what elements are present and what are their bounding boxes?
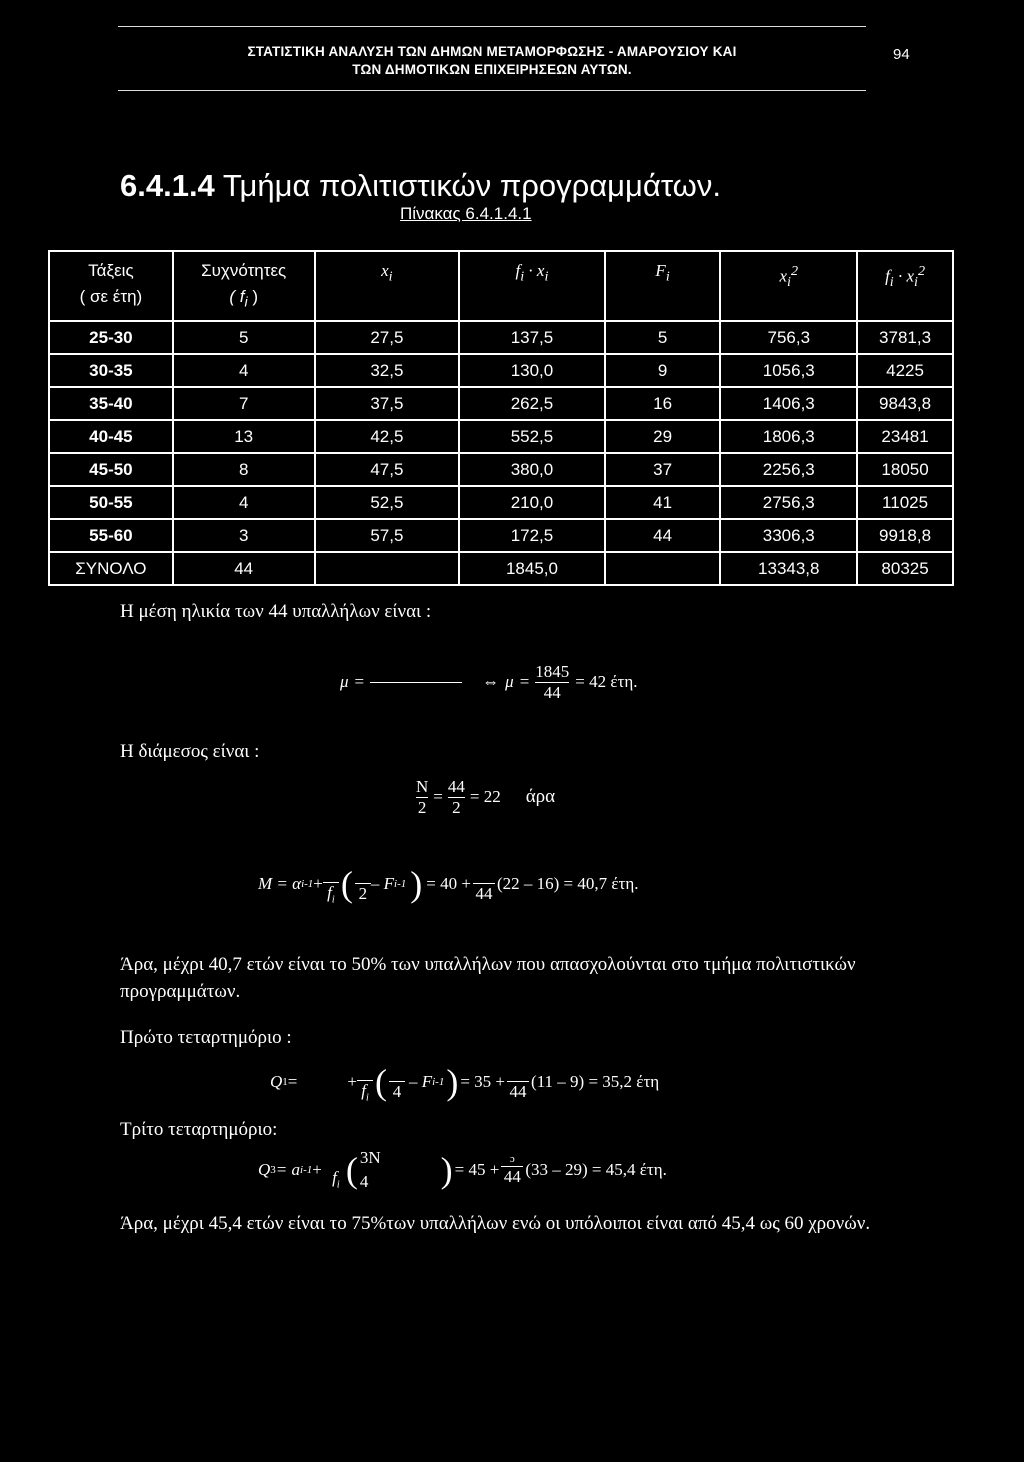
cell-total-frequency: 44 (173, 552, 315, 585)
cell-fi-xi: 262,5 (459, 387, 605, 420)
q3-conclusion: Άρα, μέχρι 45,4 ετών είναι το 75%των υπαλλήλων ενώ οι υπόλοιποι είναι από 45,4 ως 60 χρονών. (120, 1213, 871, 1234)
3n-over-4 (360, 1148, 381, 1191)
cell-total-xi-squared: 13343,8 (720, 552, 857, 585)
fi-denominator (332, 1168, 340, 1191)
header-fi-xi-squared: $f_i \cdot x_i^2$ (857, 251, 953, 321)
two-denominator: 2 (358, 884, 368, 904)
cell-fi-xi: 210,0 (459, 486, 605, 519)
cell-xi: 57,5 (315, 519, 460, 552)
n-over-2 (416, 777, 428, 817)
close-paren: ) (446, 1061, 459, 1102)
empty-fraction-bar (370, 682, 462, 683)
cell-xi-squared: 1806,3 (720, 420, 857, 453)
one-over-fi (328, 1148, 344, 1190)
i-subscript: i (331, 893, 335, 905)
cell-total-fi-xi: 1845,0 (459, 552, 605, 585)
f-letter: f (327, 882, 332, 902)
median-formula (258, 862, 638, 905)
cell-frequency: 3 (173, 519, 315, 552)
cell-class: 50-55 (49, 486, 173, 519)
header-rule-bottom (118, 90, 866, 91)
n-numerator: N (416, 777, 429, 796)
table-row (49, 354, 953, 387)
table-caption: Πίνακας 6.4.1.4.1 (400, 204, 532, 223)
empty-numerator (334, 1148, 338, 1168)
cell-fi-xi-squared: 4225 (857, 354, 953, 387)
minus-F: – F (408, 1071, 433, 1091)
a-term: = a (275, 1159, 301, 1179)
half-numerator: 44 (447, 777, 465, 796)
44-denominator: 44 (509, 1082, 527, 1102)
plus-sign: + (313, 873, 323, 893)
table-row (49, 486, 953, 519)
cell-xi: 52,5 (315, 486, 460, 519)
cell-class: 30-35 (49, 354, 173, 387)
cell-fi-xi: 380,0 (459, 453, 605, 486)
fi-denominator (327, 883, 335, 906)
mean-result: = 42 έτη. (575, 672, 638, 692)
i-subscript: i (365, 1091, 369, 1103)
cell-total-xi (315, 552, 460, 585)
one-over-fi (323, 862, 339, 905)
cell-total-Fi (605, 552, 721, 585)
header-fi-xi: $f_i \cdot x_i$ (459, 251, 605, 321)
cell-xi-squared: 756,3 (720, 321, 857, 354)
section-number: 6.4.1.4 (120, 168, 215, 203)
table-row (49, 420, 953, 453)
cell-fi-xi: 552,5 (459, 420, 605, 453)
cell-fi-xi: 172,5 (459, 519, 605, 552)
cell-class: 35-40 (49, 387, 173, 420)
empty-numerator (395, 1062, 399, 1082)
four-denominator: 4 (359, 1171, 369, 1191)
a-subscript: i-1 (300, 1163, 313, 1176)
table-row (49, 387, 953, 420)
one-over-fi (357, 1060, 373, 1103)
mu-symbol-2: μ (505, 672, 514, 692)
mean-fraction (535, 662, 569, 702)
table-header-row (49, 251, 953, 321)
mean-formula (340, 662, 637, 702)
cell-fi-xi-squared: 11025 (857, 486, 953, 519)
empty-numerator (482, 864, 486, 884)
equals-sign: = (433, 787, 443, 807)
cell-xi: 27,5 (315, 321, 460, 354)
half-n-formula (416, 777, 555, 817)
header-classes: Τάξεις ( σε έτη) (49, 251, 173, 321)
four-denominator: 4 (392, 1082, 402, 1102)
q1-formula (270, 1060, 659, 1103)
header-xi: $x_i$ (315, 251, 460, 321)
table-row (49, 453, 953, 486)
cell-xi: 47,5 (315, 453, 460, 486)
f-letter: f (361, 1080, 366, 1100)
44-denominator: 44 (503, 1166, 521, 1186)
median-rhs: = 40 + (426, 873, 471, 893)
cell-xi: 37,5 (315, 387, 460, 420)
fi-denominator (361, 1081, 369, 1104)
median-tail: (22 – 16) = 40,7 έτη. (496, 873, 639, 893)
open-paren: ( (374, 1061, 387, 1102)
numerator-mark: ɔ (509, 1152, 515, 1165)
q-letter: Q (258, 1159, 271, 1179)
header-rule-top (118, 26, 866, 27)
one-over-44 (501, 1153, 523, 1186)
cell-xi-squared: 1056,3 (720, 354, 857, 387)
header-line-2: ΤΩΝ ΔΗΜΟΤΙΚΩΝ ΕΠΙΧΕΙΡΗΣΕΩΝ ΑΥΤΩΝ. (352, 62, 632, 77)
cell-xi-squared: 1406,3 (720, 387, 857, 420)
cell-Fi: 5 (605, 321, 721, 354)
half-denominator: 2 (452, 797, 461, 817)
44-denominator: 44 (475, 884, 493, 904)
iff-arrow: ⇔ (482, 672, 500, 692)
one-over-44 (473, 864, 495, 904)
frequency-table (48, 250, 954, 586)
cell-fi-xi: 130,0 (459, 354, 605, 387)
cell-xi: 42,5 (315, 420, 460, 453)
q1-rhs: = 35 + (460, 1071, 506, 1091)
cell-fi-xi-squared: 18050 (857, 453, 953, 486)
q1-tail: (11 – 9) = 35,2 έτη (531, 1071, 660, 1091)
mean-intro: Η μέση ηλικία των 44 υπαλλήλων είναι : (120, 601, 432, 622)
equals-sign: = (287, 1071, 298, 1091)
q1-intro: Πρώτο τεταρτημόριο : (120, 1027, 292, 1048)
cell-Fi: 9 (605, 354, 721, 387)
cell-total-fi-xi-squared: 80325 (857, 552, 953, 585)
cell-Fi: 41 (605, 486, 721, 519)
minus-F: – F (370, 873, 395, 893)
F-subscript: i-1 (432, 1075, 445, 1088)
half-result: = 22 (469, 787, 501, 807)
q3-rhs: = 45 + (454, 1159, 500, 1179)
open-paren: ( (345, 1149, 358, 1190)
median-conclusion: Άρα, μέχρι 40,7 ετών είναι το 50% των υπαλλήλων που απασχολούνται στο τμήμα πολιτιστικών προγραμμάτων. (120, 954, 856, 1002)
subscript: i-1 (301, 877, 314, 890)
cell-fi-xi-squared: 3781,3 (857, 321, 953, 354)
close-paren: ) (440, 1149, 453, 1190)
cell-fi-xi: 137,5 (459, 321, 605, 354)
cell-Fi: 44 (605, 519, 721, 552)
table-row (49, 519, 953, 552)
cell-frequency: 7 (173, 387, 315, 420)
f-letter: f (332, 1167, 337, 1187)
cell-Fi: 29 (605, 420, 721, 453)
q3-formula (258, 1148, 667, 1191)
q3-tail: (33 – 29) = 45,4 έτη. (525, 1159, 667, 1179)
3n-numerator: 3N (359, 1148, 381, 1167)
q-subscript: 1 (282, 1075, 288, 1088)
cell-frequency: 5 (173, 321, 315, 354)
median-lhs: M = α (258, 873, 302, 893)
cell-frequency: 13 (173, 420, 315, 453)
cell-fi-xi-squared: 23481 (857, 420, 953, 453)
subscript: i-1 (394, 877, 407, 890)
cell-Fi: 16 (605, 387, 721, 420)
cell-Fi: 37 (605, 453, 721, 486)
cell-fi-xi-squared: 9843,8 (857, 387, 953, 420)
cell-class: 25-30 (49, 321, 173, 354)
header-xi-squared: $x_i^2$ (720, 251, 857, 321)
q-letter: Q (270, 1071, 283, 1091)
mean-numerator: 1845 (535, 662, 570, 681)
empty-numerator (329, 862, 333, 882)
i-subscript: i (336, 1179, 340, 1191)
cell-xi-squared: 2756,3 (720, 486, 857, 519)
cell-xi-squared: 2256,3 (720, 453, 857, 486)
q-subscript: 3 (270, 1163, 276, 1176)
plus-sign: + (347, 1071, 357, 1091)
plus-sign: + (312, 1159, 322, 1179)
equals-sign: = (354, 672, 365, 692)
empty-numerator (361, 864, 365, 884)
cell-fi-xi-squared: 9918,8 (857, 519, 953, 552)
one-over-44 (507, 1062, 529, 1102)
cell-xi: 32,5 (315, 354, 460, 387)
empty-numerator (363, 1060, 367, 1080)
cell-class: 40-45 (49, 420, 173, 453)
cell-frequency: 4 (173, 354, 315, 387)
cell-total-label: ΣΥΝΟΛΟ (49, 552, 173, 585)
empty-over-2 (355, 864, 371, 904)
header-Fi: $F_i$ (605, 251, 721, 321)
empty-over-4 (389, 1062, 405, 1102)
44-over-2 (448, 777, 465, 817)
page-number: 94 (893, 46, 910, 63)
cell-class: 45-50 (49, 453, 173, 486)
equals-sign-2: = (519, 672, 530, 692)
q3-intro: Τρίτο τεταρτημόριο: (120, 1119, 278, 1140)
median-intro: Η διάμεσος είναι : (120, 741, 260, 762)
empty-numerator (516, 1062, 520, 1082)
open-paren: ( (340, 863, 353, 904)
section-title-text: Τμήμα πολιτιστικών προγραμμάτων. (222, 168, 721, 203)
section-title (120, 168, 721, 204)
cell-class: 55-60 (49, 519, 173, 552)
header-frequencies: Συχνότητες ( $f_i$ ) (173, 251, 315, 321)
mu-symbol: μ (340, 672, 349, 692)
table-row (49, 321, 953, 354)
header-line-1: ΣΤΑΤΙΣΤΙΚΗ ΑΝΑΛΥΣΗ ΤΩΝ ΔΗΜΩΝ ΜΕΤΑΜΟΡΦΩΣΗΣ - ΑΜΑΡΟΥΣΙΟΥ ΚΑΙ (247, 44, 737, 59)
n-denominator: 2 (417, 797, 427, 817)
cell-xi-squared: 3306,3 (720, 519, 857, 552)
cell-frequency: 4 (173, 486, 315, 519)
mean-denominator: 44 (543, 682, 561, 702)
close-paren: ) (410, 863, 423, 904)
cell-frequency: 8 (173, 453, 315, 486)
ara-word: άρα (525, 786, 556, 808)
table-total-row (49, 552, 953, 585)
